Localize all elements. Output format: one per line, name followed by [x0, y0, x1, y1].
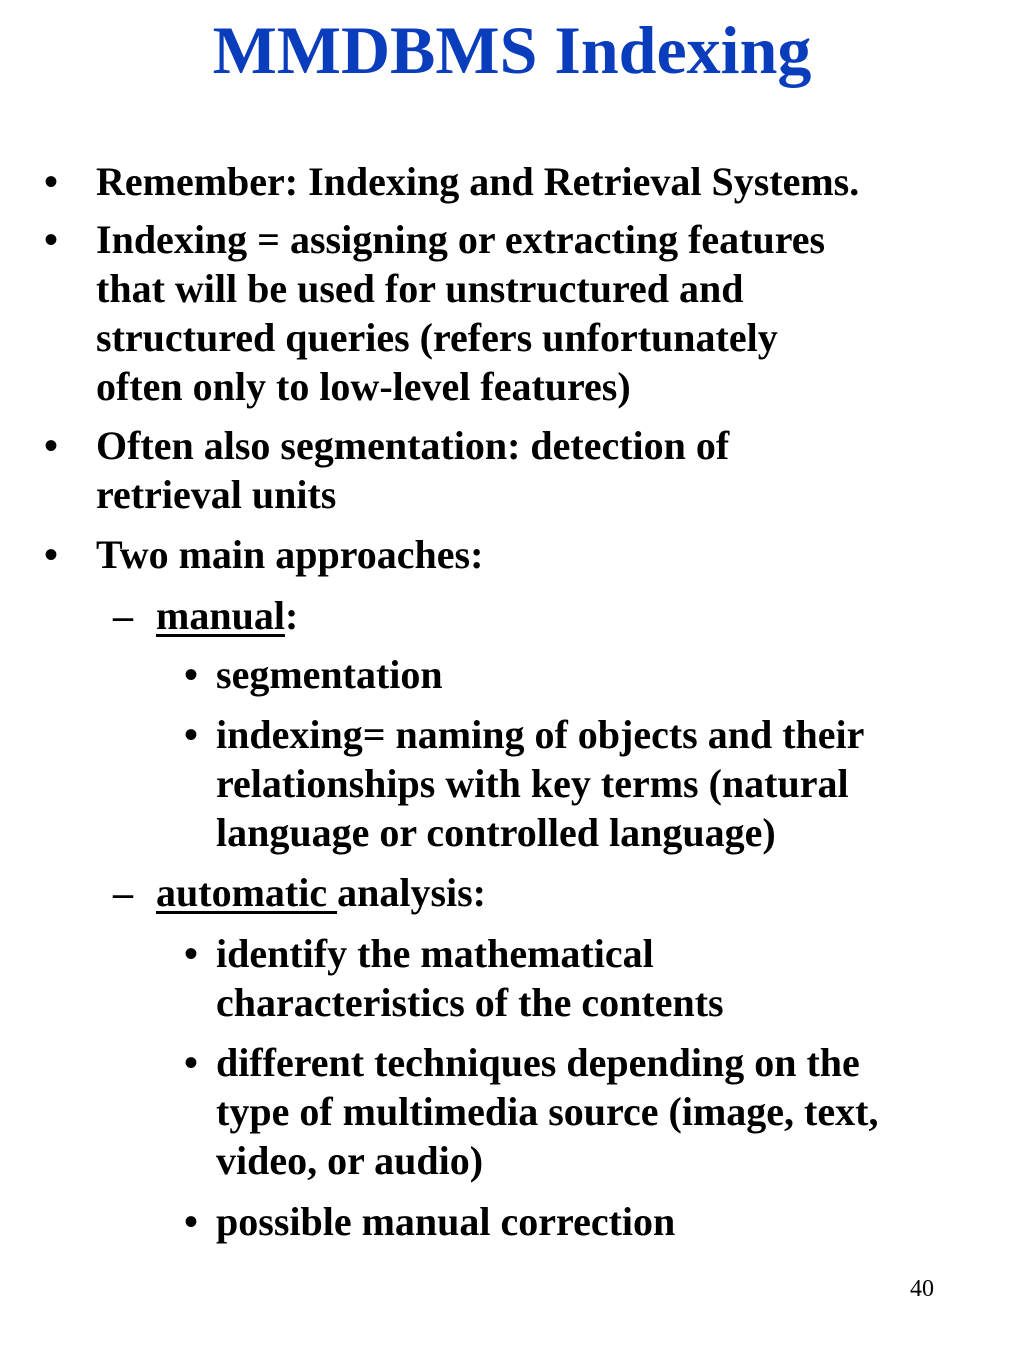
bullet-2-line-1: Indexing = assigning or extracting features — [96, 217, 826, 262]
bullet-marker: • — [44, 532, 59, 577]
bullet-marker: • — [44, 423, 59, 468]
bullet-marker: • — [184, 652, 199, 697]
automatic-sub-2-line-3: video, or audio) — [216, 1138, 484, 1183]
manual-sub-2-line-3: language or controlled language) — [216, 810, 776, 855]
bullet-2-line-2: that will be used for unstructured and — [96, 266, 744, 311]
manual-sub-2-line-2: relationships with key terms (natural — [216, 761, 849, 806]
manual-sub-1-line-1: segmentation — [216, 652, 443, 697]
automatic-sub-2-line-1: different techniques depending on the — [216, 1040, 860, 1085]
bullet-3-line-2: retrieval units — [96, 472, 337, 517]
dash-marker: – — [113, 870, 133, 915]
bullet-marker: • — [44, 217, 59, 262]
bullet-marker: • — [184, 712, 199, 757]
automatic-sub-1-line-2: characteristics of the contents — [216, 980, 724, 1025]
bullet-marker: • — [44, 159, 59, 204]
bullet-2-line-3: structured queries (refers unfortunately — [96, 315, 778, 360]
bullet-marker: • — [184, 931, 199, 976]
manual-heading — [156, 591, 298, 640]
automatic-keyword: automatic — [156, 870, 338, 915]
automatic-sub-1-line-1: identify the mathematical — [216, 931, 654, 976]
bullet-marker: • — [184, 1040, 199, 1085]
bullet-3-line-1: Often also segmentation: detection of — [96, 423, 730, 468]
bullet-1-line-1: Remember: Indexing and Retrieval Systems. — [96, 159, 860, 204]
slide-title: MMDBMS Indexing — [212, 12, 812, 88]
automatic-sub-2-line-2: type of multimedia source (image, text, — [216, 1089, 879, 1134]
bullet-2-line-4: often only to low-level features) — [96, 364, 631, 409]
manual-keyword: manual — [156, 593, 285, 638]
automatic-sub-3-line-1: possible manual correction — [216, 1199, 676, 1244]
manual-sub-2-line-1: indexing= naming of objects and their — [216, 712, 865, 757]
automatic-suffix: analysis: — [337, 870, 487, 915]
dash-marker: – — [113, 593, 133, 638]
manual-suffix: : — [284, 593, 299, 638]
bullet-marker: • — [184, 1199, 199, 1244]
automatic-heading — [156, 868, 486, 917]
page-number: 40 — [910, 1276, 934, 1302]
bullet-4-line-1: Two main approaches: — [96, 532, 484, 577]
